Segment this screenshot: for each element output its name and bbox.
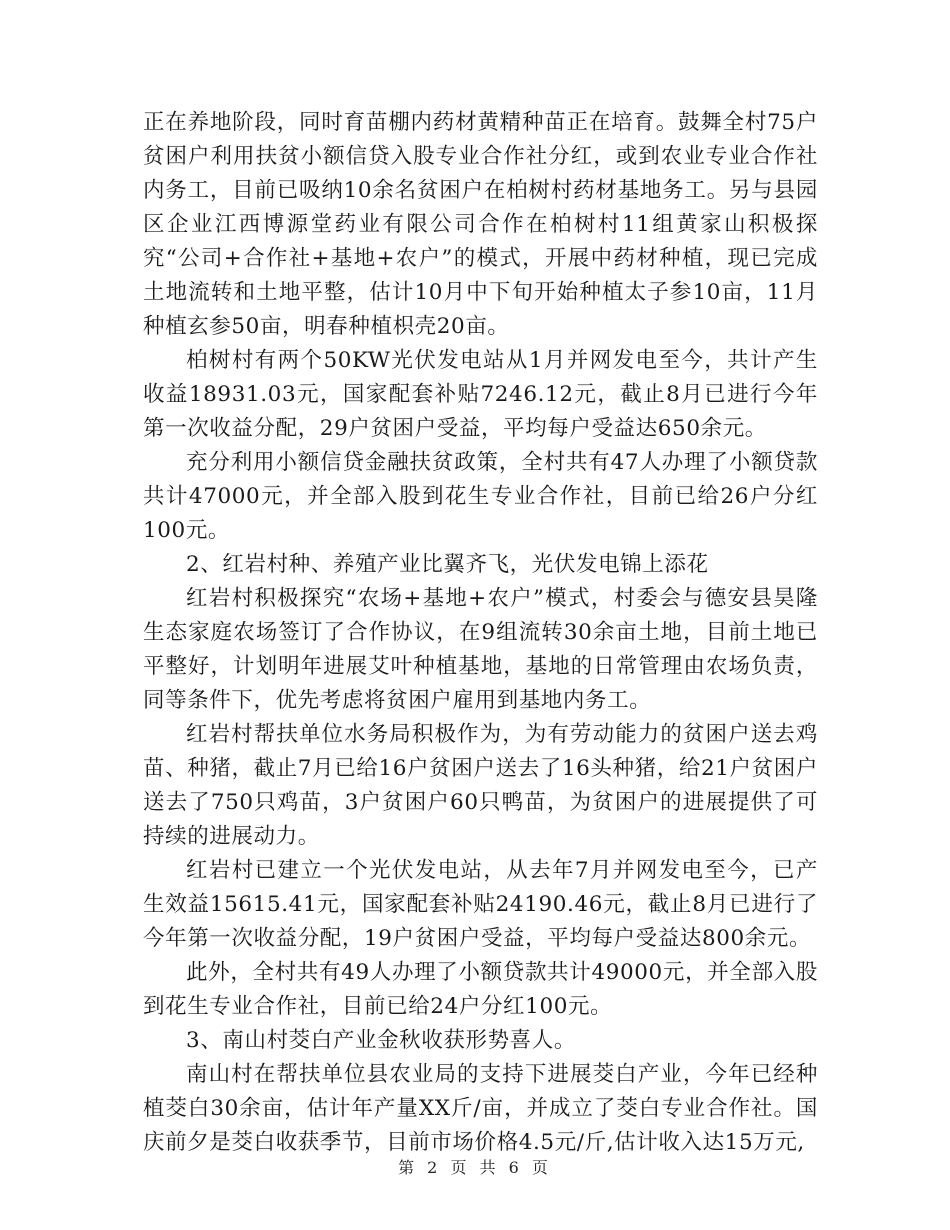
paragraph: 红岩村帮扶单位水务局积极作为，为有劳动能力的贫困户送去鸡苗、种猪，截止7月已给16户贫困户送去了16头种猪，给21户贫困户送去了750只鸡苗，3户贫困户60只鸭苗，为贫困户的进展提供了可持续的进展动力。 [143,722,818,849]
paragraph: 红岩村积极探究“农场+基地+农户”模式，村委会与德安县昊隆生态家庭农场签订了合作协议，在9组流转30余亩土地，目前土地已平整好，计划明年进展艾叶种植基地，基地的日常管理由农场负责，同等条件下，优先考虑将贫困户雇用到基地内务工。 [143,586,818,713]
section-heading: 3、南山村茭白产业金秋收获形势喜人。 [186,1028,576,1053]
section-heading: 2、红岩村种、养殖产业比翼齐飞，光伏发电锦上添花 [186,552,709,577]
paragraph: 红岩村已建立一个光伏发电站，从去年7月并网发电至今，已产生效益15615.41元，国家配套补贴24190.46元，截止8月已进行了今年第一次收益分配，19户贫困户受益，平均每户受益达800余元。 [143,858,818,951]
paragraph: 柏树村有两个50KW光伏发电站从1月并网发电至今，共计产生收益18931.03元，国家配套补贴7246.12元，截止8月已进行今年第一次收益分配，29户贫困户受益，平均每户受益达650余元。 [143,348,818,441]
paragraph: 此外，全村共有49人办理了小额贷款共计49000元，并全部入股到花生专业合作社，目前已给24户分红100元。 [143,960,818,1019]
page-number: 第 2 页 共 6 页 [398,1158,552,1177]
paragraph: 南山村在帮扶单位县农业局的支持下进展茭白产业，今年已经种植茭白30余亩，估计年产量XX斤/亩，并成立了茭白专业合作社。国庆前夕是茭白收获季节，目前市场价格4.5元/斤,估计收入达15万元, [143,1062,818,1155]
body-text [143,106,818,1160]
paragraph: 充分利用小额信贷金融扶贫政策，全村共有47人办理了小额贷款共计47000元，并全部入股到花生专业合作社，目前已给26户分红100元。 [143,450,818,543]
paragraph: 正在养地阶段，同时育苗棚内药材黄精种苗正在培育。鼓舞全村75户贫困户利用扶贫小额信贷入股专业合作社分红，或到农业专业合作社内务工，目前已吸纳10余名贫困户在柏树村药材基地务工。另与县园区企业江西博源堂药业有限公司合作在柏树村11组黄家山积极探究“公司+合作社+基地+农户”的模式，开展中药材种植，现已完成土地流转和土地平整，估计10月中下旬开始种植太子参10亩，11月种植玄参50亩，明春种植枳壳20亩。 [143,110,818,339]
